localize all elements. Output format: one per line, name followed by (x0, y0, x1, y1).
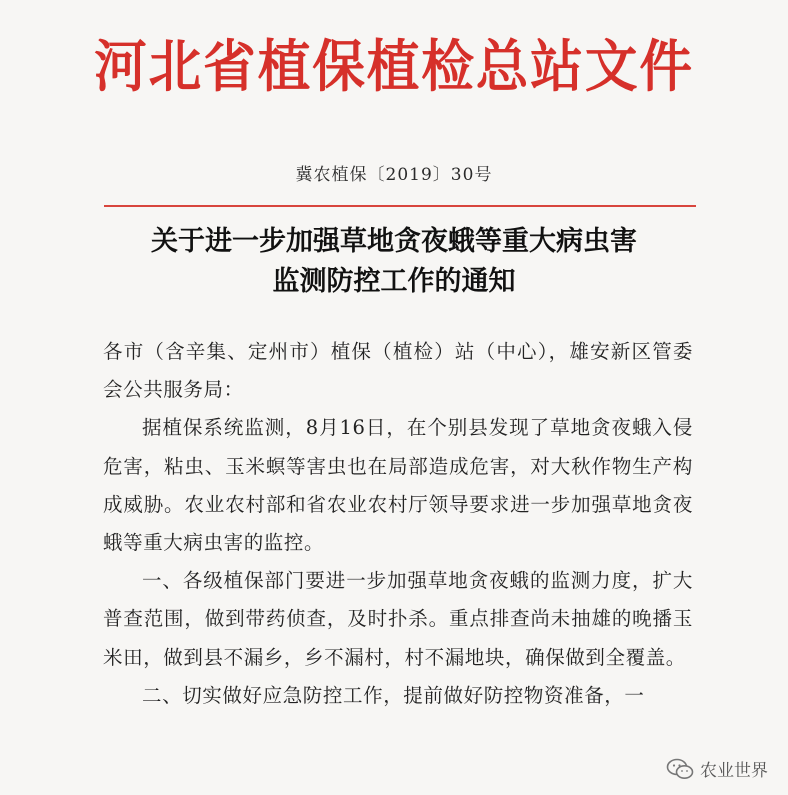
watermark-label: 农业世界 (700, 761, 768, 781)
watermark (666, 756, 768, 781)
body-text (103, 333, 693, 715)
red-divider (104, 205, 696, 207)
paragraph-1: 据植保系统监测，8月16日，在个别县发现了草地贪夜蛾入侵危害，粘虫、玉米螟等害虫也在局部造成危害，对大秋作物生产构成威胁。农业农村部和省农业农村厅领导要求进一步加强草地贪夜蛾等重大病虫害的监控。 (103, 416, 693, 555)
addressee: 各市（含辛集、定州市）植保（植检）站（中心），雄安新区管委会公共服务局： (103, 340, 693, 402)
notice-title-line-1: 关于进一步加强草地贪夜蛾等重大病虫害 (151, 226, 637, 257)
org-title: 河北省植保植检总站文件 (94, 35, 694, 100)
notice-title (0, 222, 788, 302)
wechat-icon (666, 758, 694, 780)
doc-number: 冀农植保〔2019〕30号 (295, 165, 493, 185)
notice-title-line-2: 监测防控工作的通知 (272, 266, 516, 297)
paragraph-3: 二、切实做好应急防控工作，提前做好防控物资准备，一 (142, 683, 645, 707)
paragraph-2: 一、各级植保部门要进一步加强草地贪夜蛾的监测力度，扩大普查范围，做到带药侦查，及时扑杀。重点排查尚未抽雄的晚播玉米田，做到县不漏乡，乡不漏村，村不漏地块，确保做到全覆盖。 (103, 569, 693, 669)
